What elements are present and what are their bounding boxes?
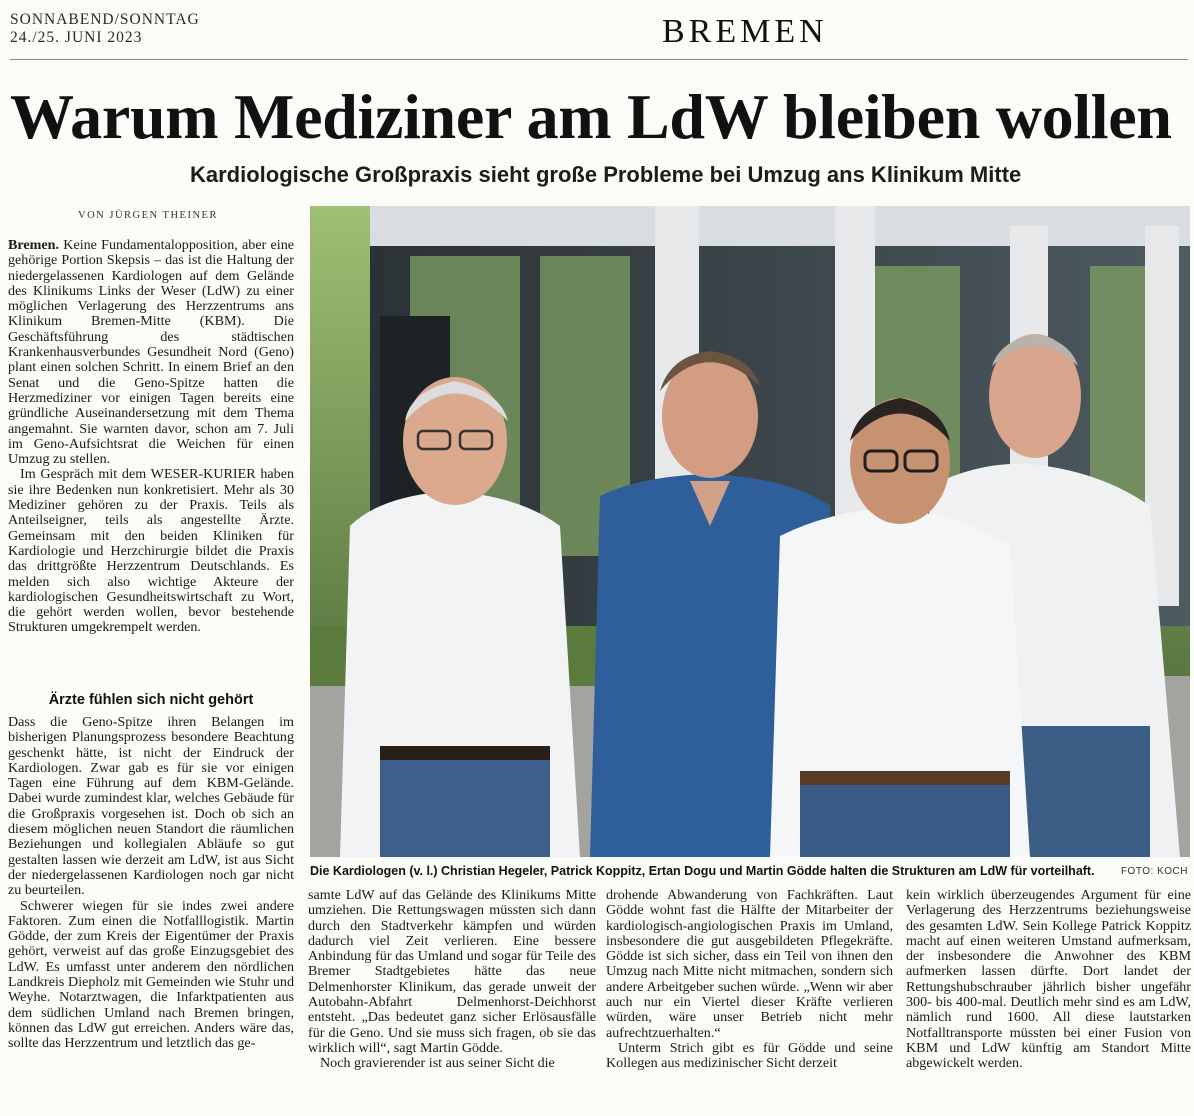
paragraph-4-start: Schwerer wiegen für sie indes zwei andere Faktoren. Zum einen die Notfalllogistik. Martin Gödde, der zum Kreis der Eigentümer der Praxis gehört, verweist auf das große Einzugsgebiet des LdW. Es umfasst unter anderem den nördlichen Landkreis Diepholz mit Gemeinden wie Stuhr und Weyhe. Notarztwagen, die Infarktpatienten aus dem südlichen Umland nach Bremen bringen, können das LdW gut erreichen. Anders wäre das, sollte das Herzzentrum und letztlich das ge- <box>8 897 294 1052</box>
dateline-date: 24./25. JUNI 2023 <box>10 29 143 46</box>
article-column-1-continued <box>8 715 294 1052</box>
intertitle: Ärzte fühlen sich nicht gehört <box>48 692 254 708</box>
byline: VON JÜRGEN THEINER <box>78 210 218 221</box>
paragraph-6-continued: kein wirklich überzeugendes Argument für eine Verlagerung des Herzzentrums beziehungsweise des gesamten LdW. Sein Kollege Patrick Koppitz macht auf einen weiteren Umstand aufmerksam, der insbesondere die Anwohner des KBM aufmerken lassen dürfte. Dort landet der Rettungshubschrauber jährlich bisher ungefähr 300- bis 400-mal. Deutlich mehr sind es am LdW, nämlich rund 1600. All diese lautstarken Notfalltransporte müssten bei einer Fusion von KBM und LdW künftig am Standort Mitte abgewickelt werden. <box>906 887 1191 1072</box>
article-column-3 <box>606 888 893 1072</box>
photo-caption: Die Kardiologen (v. l.) Christian Hegeler, Patrick Koppitz, Ertan Dogu und Martin Gödde halten die Strukturen am LdW für vorteilhaft. <box>310 864 1095 878</box>
paragraph-1 <box>8 238 294 467</box>
paragraph-6-start: Unterm Strich gibt es für Gödde und seine Kollegen aus medizinischer Sicht derzeit <box>606 1039 893 1072</box>
headline: Warum Mediziner am LdW bleiben wollen <box>10 81 1172 152</box>
article-column-1 <box>8 238 294 636</box>
paragraph-3: Dass die Geno-Spitze ihren Belangen im bisherigen Planungsprozess besondere Beachtung geschenkt hätte, ist nicht der Eindruck der Kardiologen. Zwar gab es für sie vor einigen Tagen eine Führung auf dem KBM-Gelände. Dabei wurde zumindest klar, welches Gebäude für die Großpraxis vorgesehen ist. Doch ob sich an diesem möglichen neuen Standort die räumlichen Beziehungen und kollegialen Abläufe so gut gestalten lassen wie derzeit am LdW, ist aus Sicht der niedergelassenen Kardiologen noch gar nicht zu beurteilen. <box>8 714 294 899</box>
article-column-2 <box>308 888 596 1072</box>
article-column-4 <box>906 888 1191 1072</box>
paragraph-2: Im Gespräch mit dem WESER-KURIER haben sie ihre Bedenken nun konkretisiert. Mehr als 30 Mediziner gehören zu der Praxis. Teils als Anteilseigner, teils als angestellte Ärzte. Gemeinsam mit den beiden Kliniken für Kardiologie und Herzchirurgie bildet die Praxis das drittgrößte Herzzentrum Deutschlands. Es melden sich also wichtige Akteure der kardiologischen Gesundheitswirtschaft zu Wort, die gehört werden wollen, bevor bestehende Strukturen umgekrempelt werden. <box>8 466 294 636</box>
subheadline: Kardiologische Großpraxis sieht große Probleme bei Umzug ans Klinikum Mitte <box>190 162 1022 187</box>
paragraph-5-start: Noch gravierender ist aus seiner Sicht die <box>320 1055 555 1072</box>
photo-kardiologen <box>310 206 1190 857</box>
paragraph-5-continued: drohende Abwanderung von Fachkräften. Laut Gödde wohnt fast die Hälfte der Mitarbeiter der kardiologisch-angiologischen Praxis im Umland, insbesondere die gut ausgebildeten Pflegekräfte. Gödde ist sich sicher, dass ein Teil von ihnen den Umzug nach Mitte nicht mitmachen, sondern sich andere Arbeitgeber suchen würde. „Wenn wir aber auch nur ein Viertel dieser Kräfte verlieren würden, wäre unser Betrieb nicht mehr aufrechtzuerhalten.“ <box>606 887 893 1041</box>
paragraph-1-text: Keine Fundamentalopposition, aber eine gehörige Portion Skepsis – das ist die Haltung der niedergelassenen Kardiologen auf dem Gelände des Klinikums Links der Weser (LdW) zu einer möglichen Verlagerung des Herzzentrums ans Klinikum Bremen-Mitte (KBM). Die Geschäftsführung des städtischen Krankenhausverbundes Gesundheit Nord (Geno) plant einen solchen Schritt. In einem Brief an den Senat und die Geno-Spitze hatten die Herzmediziner vor einigen Tagen bereits eine gründliche Auseinandersetzung mit dem Thema angemahnt. Sie warnten davor, schon am 7. Juli im Geno-Aufsichtsrat die Weichen für einen Umzug zu stellen. <box>8 237 294 468</box>
photo-credit: FOTO: KOCH <box>1120 866 1188 877</box>
dateline-day: SONNABEND/SONNTAG <box>10 11 200 28</box>
dateline <box>10 11 200 47</box>
masthead-rule <box>10 59 1188 60</box>
article-photo <box>310 206 1190 857</box>
lead-word: Bremen. <box>8 237 60 253</box>
paragraph-4-continued: samte LdW auf das Gelände des Klinikums Mitte umziehen. Die Rettungswagen müssten sich dann durch den Stadtverkehr kämpfen und würden dadurch viel Zeit verlieren. Eine bessere Anbindung für das Umland und sogar für Teile des Bremer Stadtgebietes hätte das neue Delmenhorster Klinikum, das gerade unweit der Autobahn-Abfahrt Delmenhorst-Deichhorst entsteht. „Das bedeutet ganz sicher Erlösausfälle für die Geno. Und sie muss sich fragen, ob sie das wirklich will“, sagt Martin Gödde. <box>308 887 596 1056</box>
section-title: BREMEN <box>662 13 828 50</box>
